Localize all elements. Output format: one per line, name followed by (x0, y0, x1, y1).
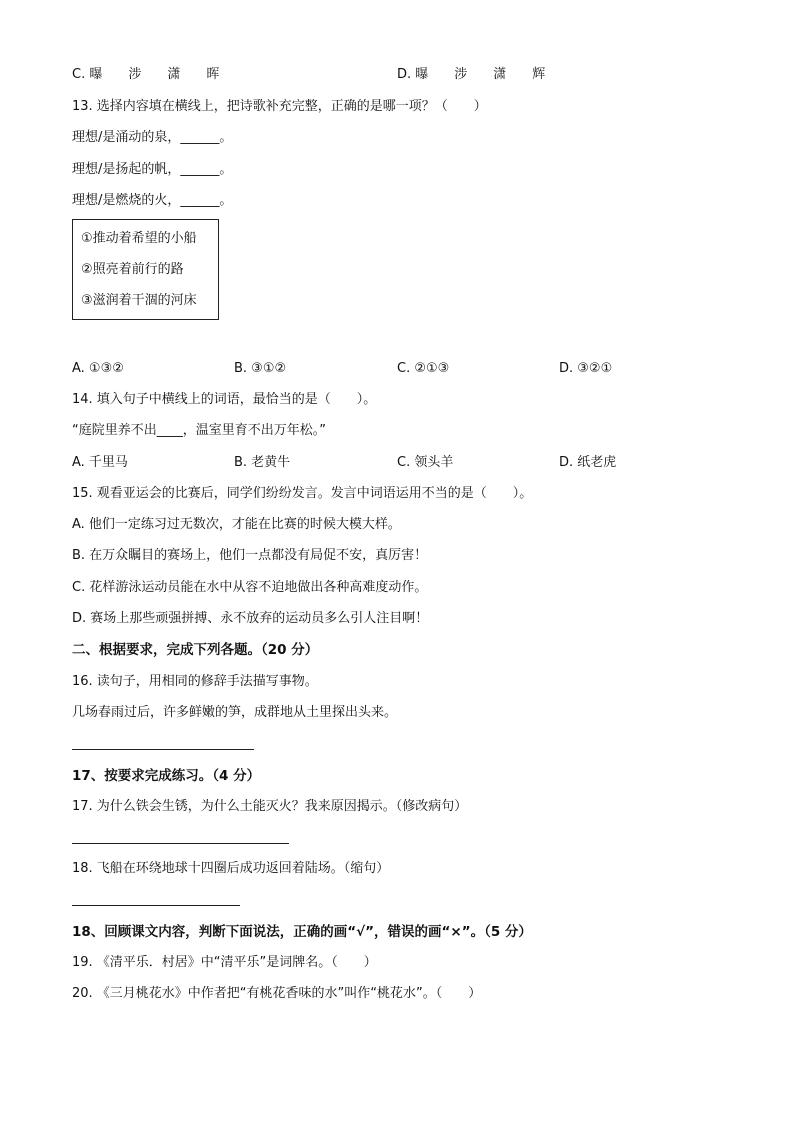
judgement-heading: 18、回顾课文内容，判断下面说法，正确的画“√”，错误的画“×”。（5 分） (72, 924, 532, 940)
q13-stem: 13. 选择内容填在横线上，把诗歌补充完整，正确的是哪一项？（ ） (72, 99, 487, 114)
q13-option-c: C. ②①③ (397, 361, 450, 376)
q14-option-a: A. 千里马 (72, 455, 128, 470)
q13-line2: 理想/是扬起的帆，______。 (72, 162, 233, 177)
q16-stem: 16. 读句子，用相同的修辞手法描写事物。 (72, 674, 318, 689)
q20-stem: 20. 《三月桃花水》中作者把“有桃花香味的水”叫作“桃花水”。（ ） (72, 986, 482, 1001)
q18-stem: 18. 飞船在环绕地球十四圈后成功返回着陆场。（缩句） (72, 861, 390, 876)
q14-option-d: D. 纸老虎 (559, 455, 617, 470)
q15-option-c: C. 花样游泳运动员能在水中从容不迫地做出各种高难度动作。 (72, 580, 428, 595)
q14-option-b: B. 老黄牛 (234, 455, 291, 470)
q17-answer-line[interactable] (72, 843, 289, 844)
q13-option-b: B. ③①② (234, 361, 287, 376)
q13-line1: 理想/是涌动的泉，______。 (72, 130, 233, 145)
q15-option-d: D. 赛场上那些顽强拼搏、永不放弃的运动员多么引人注目啊！ (72, 611, 429, 626)
q13-box-item-3: ③滋润着干涸的河床 (81, 293, 197, 308)
q16-answer-line[interactable] (72, 749, 254, 750)
q12-option-d: D. 曝 涉 潇 辉 (397, 67, 546, 82)
q14-sentence: “庭院里养不出____，温室里育不出万年松。” (72, 423, 326, 438)
q12-option-c: C. 曝 涉 潇 晖 (72, 67, 220, 82)
q13-box-item-2: ②照亮着前行的路 (81, 262, 184, 277)
q13-line3: 理想/是燃烧的火，______。 (72, 193, 233, 208)
q14-option-c: C. 领头羊 (397, 455, 454, 470)
section-2-heading: 二、根据要求，完成下列各题。（20 分） (72, 642, 319, 658)
q14-stem: 14. 填入句子中横线上的词语，最恰当的是（ ）。 (72, 392, 377, 407)
q13-option-d: D. ③②① (559, 361, 613, 376)
q19-stem: 19. 《清平乐．村居》中“清平乐”是词牌名。（ ） (72, 955, 377, 970)
q15-stem: 15. 观看亚运会的比赛后，同学们纷纷发言。发言中词语运用不当的是（ ）。 (72, 486, 533, 501)
q15-option-b: B. 在万众瞩目的赛场上，他们一点都没有局促不安，真厉害！ (72, 548, 428, 563)
q13-choice-box (72, 219, 219, 320)
q13-box-item-1: ①推动着希望的小船 (81, 231, 197, 246)
q16-sentence: 几场春雨过后，许多鲜嫩的笋，成群地从土里探出头来。 (72, 705, 398, 720)
q13-option-a: A. ①③② (72, 361, 124, 376)
q17-heading: 17、按要求完成练习。（4 分） (72, 768, 261, 784)
q18-answer-line[interactable] (72, 905, 240, 906)
q15-option-a: A. 他们一定练习过无数次，才能在比赛的时候大模大样。 (72, 517, 401, 532)
q17-stem: 17. 为什么铁会生锈，为什么土能灭火？我来原因揭示。（修改病句） (72, 799, 468, 814)
